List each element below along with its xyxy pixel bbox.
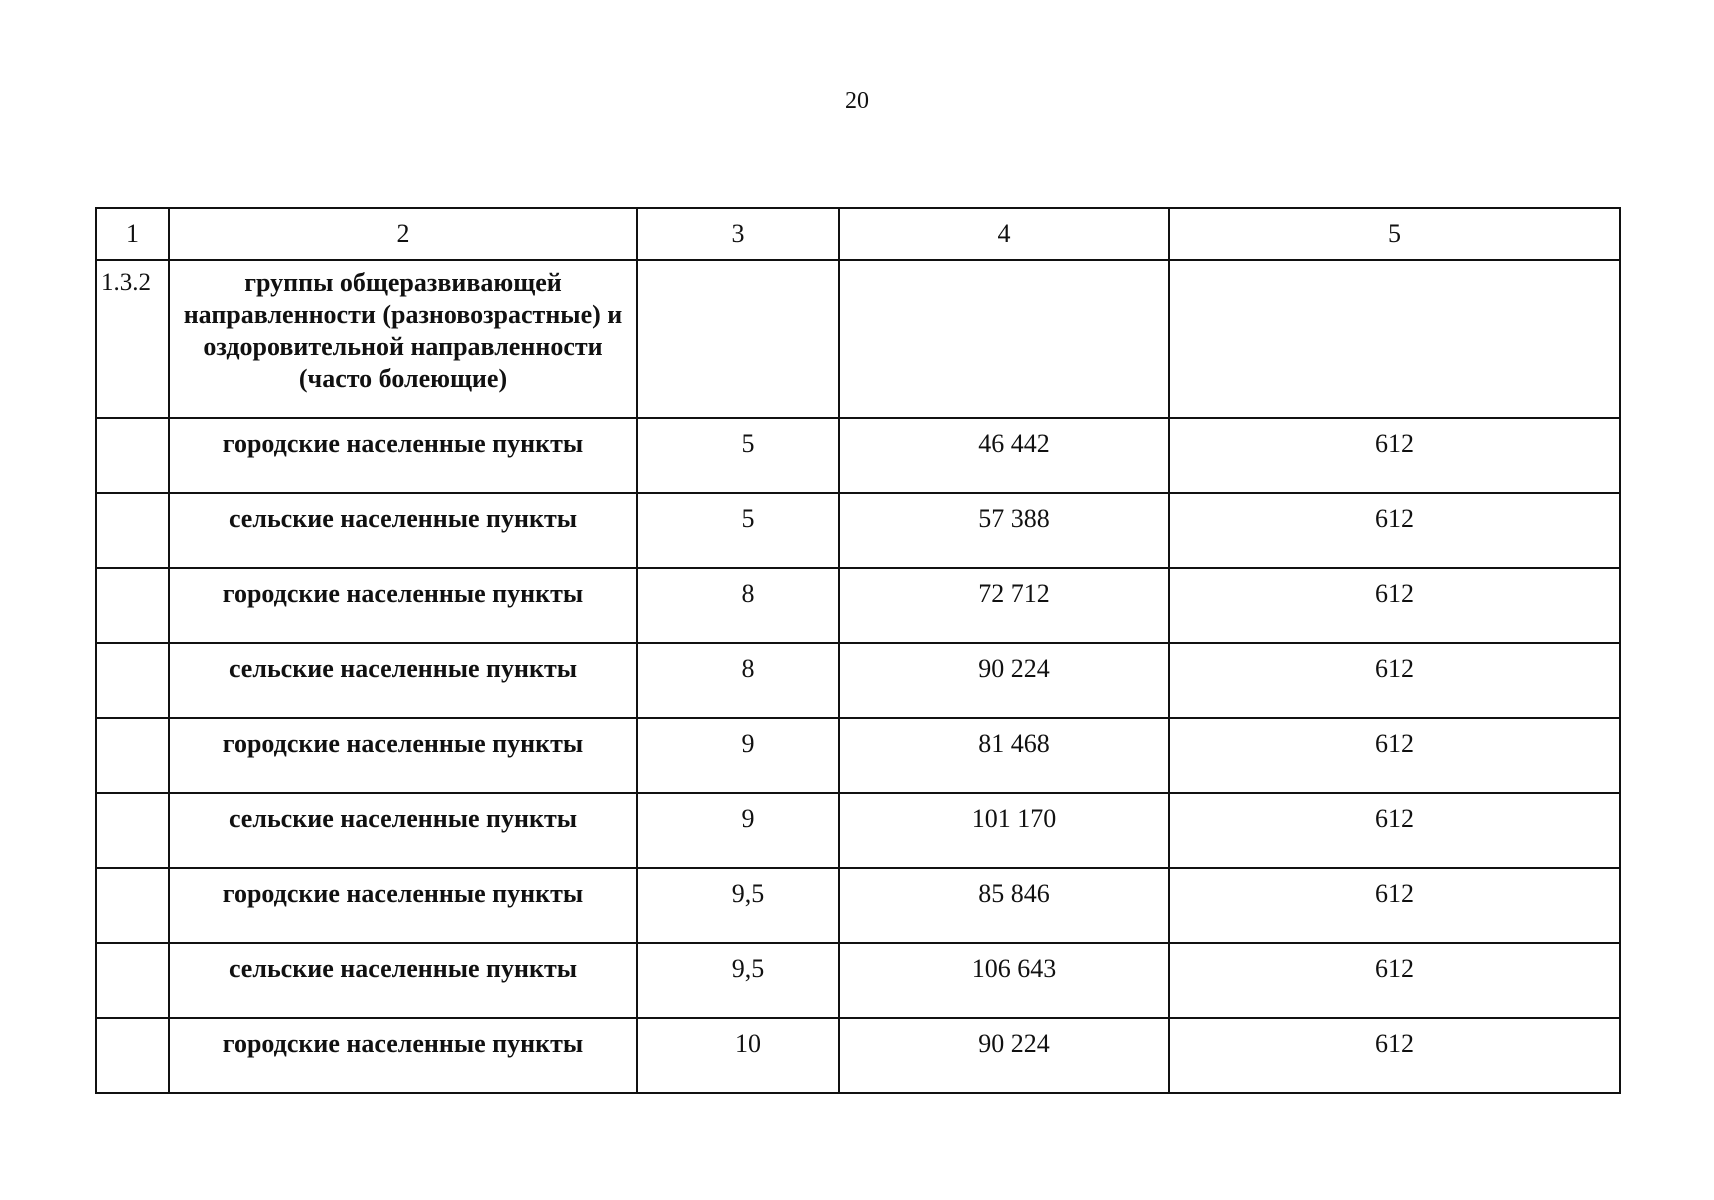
row-number-cell bbox=[96, 418, 169, 493]
table-row bbox=[96, 793, 1620, 868]
column-4-value: 101 170 bbox=[839, 793, 1169, 868]
column-5-value: 612 bbox=[1169, 793, 1620, 868]
table-row bbox=[96, 418, 1620, 493]
row-number-cell bbox=[96, 568, 169, 643]
empty-cell bbox=[637, 260, 839, 418]
column-3-value: 10 bbox=[637, 1018, 839, 1093]
table-row bbox=[96, 1018, 1620, 1093]
settlement-type-cell: городские населенные пункты bbox=[169, 418, 637, 493]
settlement-type-cell: городские населенные пункты bbox=[169, 868, 637, 943]
column-3-value: 9,5 bbox=[637, 943, 839, 1018]
column-5-value: 612 bbox=[1169, 943, 1620, 1018]
table-row bbox=[96, 568, 1620, 643]
column-4-value: 90 224 bbox=[839, 1018, 1169, 1093]
row-number-cell bbox=[96, 643, 169, 718]
column-3-value: 5 bbox=[637, 418, 839, 493]
column-3-value: 9,5 bbox=[637, 868, 839, 943]
column-5-value: 612 bbox=[1169, 868, 1620, 943]
header-cell-4: 4 bbox=[839, 208, 1169, 260]
column-4-value: 90 224 bbox=[839, 643, 1169, 718]
settlement-type-cell: сельские населенные пункты bbox=[169, 943, 637, 1018]
section-number: 1.3.2 bbox=[96, 260, 169, 418]
table-header-row bbox=[96, 208, 1620, 260]
table-row bbox=[96, 493, 1620, 568]
column-3-value: 9 bbox=[637, 793, 839, 868]
data-table bbox=[95, 207, 1621, 1094]
section-row bbox=[96, 260, 1620, 418]
column-5-value: 612 bbox=[1169, 493, 1620, 568]
settlement-type-cell: городские населенные пункты bbox=[169, 568, 637, 643]
column-3-value: 5 bbox=[637, 493, 839, 568]
row-number-cell bbox=[96, 1018, 169, 1093]
column-5-value: 612 bbox=[1169, 568, 1620, 643]
column-4-value: 46 442 bbox=[839, 418, 1169, 493]
empty-cell bbox=[839, 260, 1169, 418]
row-number-cell bbox=[96, 793, 169, 868]
column-3-value: 8 bbox=[637, 568, 839, 643]
settlement-type-cell: сельские населенные пункты bbox=[169, 643, 637, 718]
settlement-type-cell: городские населенные пункты bbox=[169, 1018, 637, 1093]
column-5-value: 612 bbox=[1169, 1018, 1620, 1093]
header-cell-1: 1 bbox=[96, 208, 169, 260]
column-5-value: 612 bbox=[1169, 718, 1620, 793]
table-row bbox=[96, 643, 1620, 718]
column-3-value: 8 bbox=[637, 643, 839, 718]
settlement-type-cell: городские населенные пункты bbox=[169, 718, 637, 793]
column-4-value: 72 712 bbox=[839, 568, 1169, 643]
section-title: группы общеразвивающей направленности (разновозрастные) и оздоровительной направленности (часто болеющие) bbox=[169, 260, 637, 418]
table-row bbox=[96, 868, 1620, 943]
table-row bbox=[96, 718, 1620, 793]
row-number-cell bbox=[96, 868, 169, 943]
page-number: 20 bbox=[845, 88, 869, 114]
header-cell-3: 3 bbox=[637, 208, 839, 260]
column-4-value: 57 388 bbox=[839, 493, 1169, 568]
column-4-value: 81 468 bbox=[839, 718, 1169, 793]
header-cell-2: 2 bbox=[169, 208, 637, 260]
column-3-value: 9 bbox=[637, 718, 839, 793]
settlement-type-cell: сельские населенные пункты bbox=[169, 493, 637, 568]
column-5-value: 612 bbox=[1169, 418, 1620, 493]
row-number-cell bbox=[96, 718, 169, 793]
settlement-type-cell: сельские населенные пункты bbox=[169, 793, 637, 868]
column-5-value: 612 bbox=[1169, 643, 1620, 718]
row-number-cell bbox=[96, 943, 169, 1018]
header-cell-5: 5 bbox=[1169, 208, 1620, 260]
empty-cell bbox=[1169, 260, 1620, 418]
column-4-value: 85 846 bbox=[839, 868, 1169, 943]
column-4-value: 106 643 bbox=[839, 943, 1169, 1018]
table-row bbox=[96, 943, 1620, 1018]
row-number-cell bbox=[96, 493, 169, 568]
